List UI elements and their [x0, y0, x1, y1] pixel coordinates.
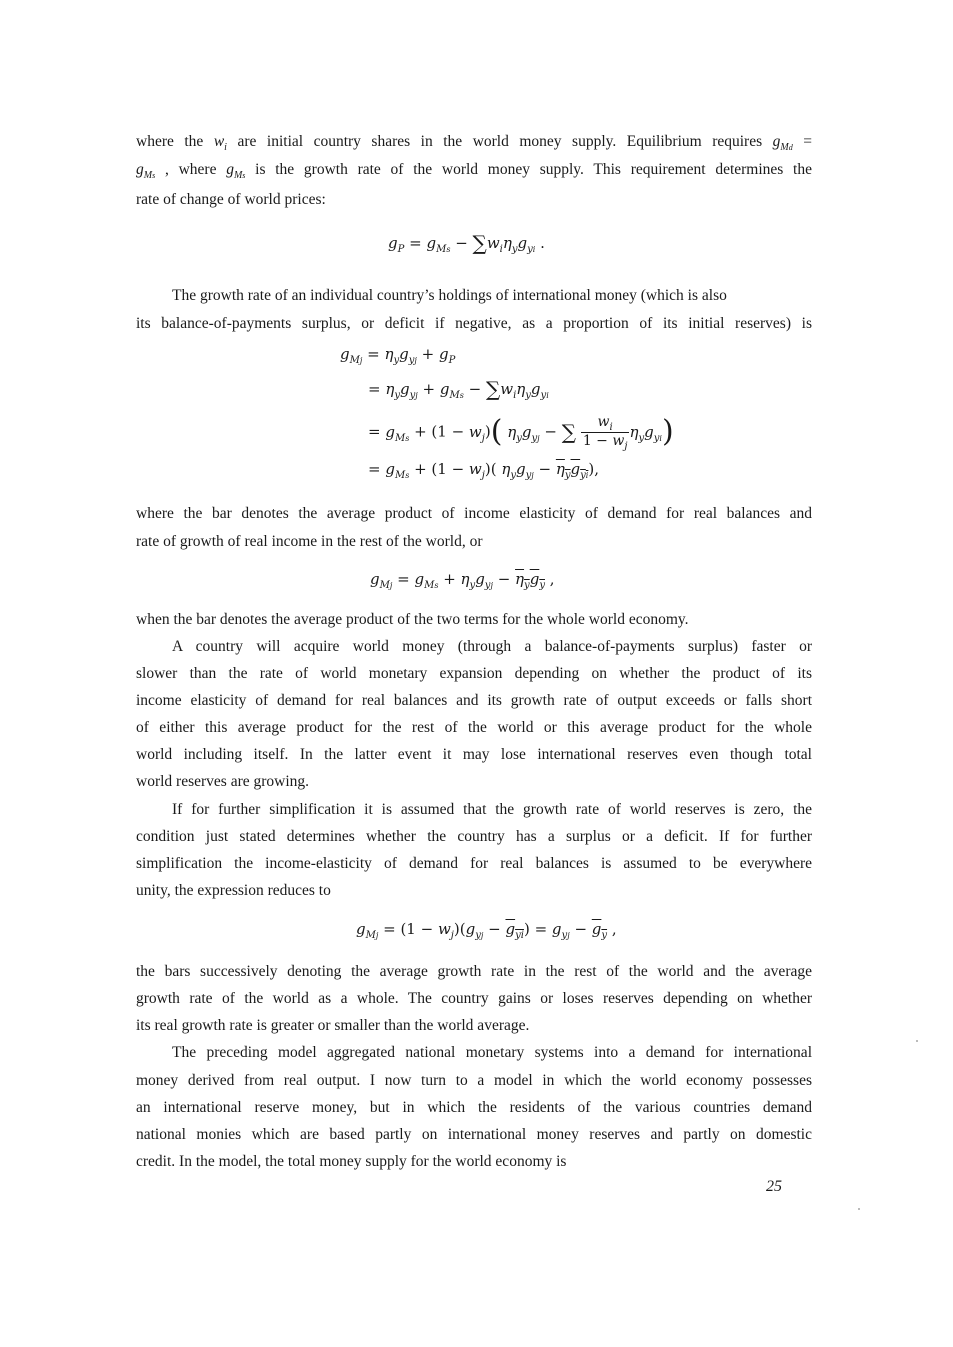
paragraph-line: simplification the income-elasticity of demand for real balances is assumed to be everywhere [136, 855, 812, 872]
paragraph-line: the bars successively denoting the average growth rate in the rest of the world and the average [136, 963, 812, 980]
paragraph-line: A country will acquire world money (through a balance-of-payments surplus) faster or [172, 638, 812, 655]
equation-line: $g_{Mj} = (1 - w_j)(g_{yj} - g_{yi}) = g_{yj} - g_y$ , [356, 920, 617, 941]
paragraph-line: The preceding model aggregated national monetary systems into a demand for international [172, 1044, 812, 1061]
paragraph-line: slower than the rate of world monetary expansion depending on whether the product of its [136, 665, 812, 682]
paragraph-line: The growth rate of an individual country’s holdings of international money (which is also [172, 287, 727, 304]
equation-world-price-growth: $g_P = g_{Ms} - \sum w_i\eta_yg_{yi}$ . [388, 231, 545, 255]
paragraph-line: world reserves are growing. [136, 773, 310, 790]
paragraph-line: when the bar denotes the average product of the two terms for the whole world economy. [136, 611, 689, 628]
paragraph-line: rate of growth of real income in the rest of the world, or [136, 533, 483, 550]
page-number: 25 [766, 1178, 782, 1195]
paragraph-line: world including itself. In the latter event it may lose international reserves even though total [136, 746, 812, 763]
equation-line: = $g_{Ms} + (1 - w_j)$( $\eta_yg_{yj}$ − ∑ $\frac{w_i}{1 - w_j}$ $\eta_yg_{yi}$) [368, 413, 674, 452]
paragraph-line: its balance-of-payments surplus, or deficit if negative, as a proportion of its initial reserves) is [136, 315, 812, 332]
paragraph-line: its real growth rate is greater or smaller than the world average. [136, 1017, 530, 1034]
paragraph-line: income elasticity of demand for real balances and its growth rate of output exceeds or falls short [136, 692, 812, 709]
paragraph-line: credit. In the model, the total money supply for the world economy is [136, 1153, 567, 1170]
equation-line: = $g_{Ms} + (1 - w_j)$( $\eta_yg_{yj} - \eta_yg_{yi}$), [368, 460, 599, 481]
paragraph-line: If for further simplification it is assumed that the growth rate of world reserves is zero, the [172, 801, 812, 818]
scan-speck [858, 1208, 860, 1210]
equation-line: = $\eta_yg_{yj} + g_{Ms} - \sum w_i\eta_yg_{yi}$ [368, 377, 549, 401]
paragraph-line: of either this average product for the rest of the world or this average product for the whole [136, 719, 812, 736]
paragraph-line: where the bar denotes the average product of income elasticity of demand for real balances and [136, 505, 812, 522]
paragraph-line: growth rate of the world as a whole. The country gains or loses reserves depending on whether [136, 990, 812, 1007]
paragraph-line: unity, the expression reduces to [136, 882, 331, 899]
paragraph-line: condition just stated determines whether the country has a surplus or a deficit. If for further [136, 828, 812, 845]
paragraph-line: national monies which are based partly on international money reserves and partly on domestic [136, 1126, 812, 1143]
paragraph-line: rate of change of world prices: [136, 191, 326, 208]
paragraph-line: where the $w_i$ are initial country shares in the world money supply. Equilibrium requires $g_{Md}$ = [136, 133, 812, 153]
paragraph-line: an international reserve money, but in which the residents of the various countries demand [136, 1099, 812, 1116]
scan-speck [916, 1040, 918, 1042]
equation-line: $g_{Mj} = g_{Ms} + \eta_yg_{yj} - \eta_yg_y$ , [370, 570, 555, 591]
equation-line: $g_{Mj} = \eta_yg_{yj} + g_P$ [340, 345, 456, 366]
paragraph-line: money derived from real output. I now turn to a model in which the world economy possesses [136, 1072, 812, 1089]
paragraph-line: $g_{Ms}$ , where $g_{Ms}$ is the growth rate of the world money supply. This requirement determines the [136, 161, 812, 181]
